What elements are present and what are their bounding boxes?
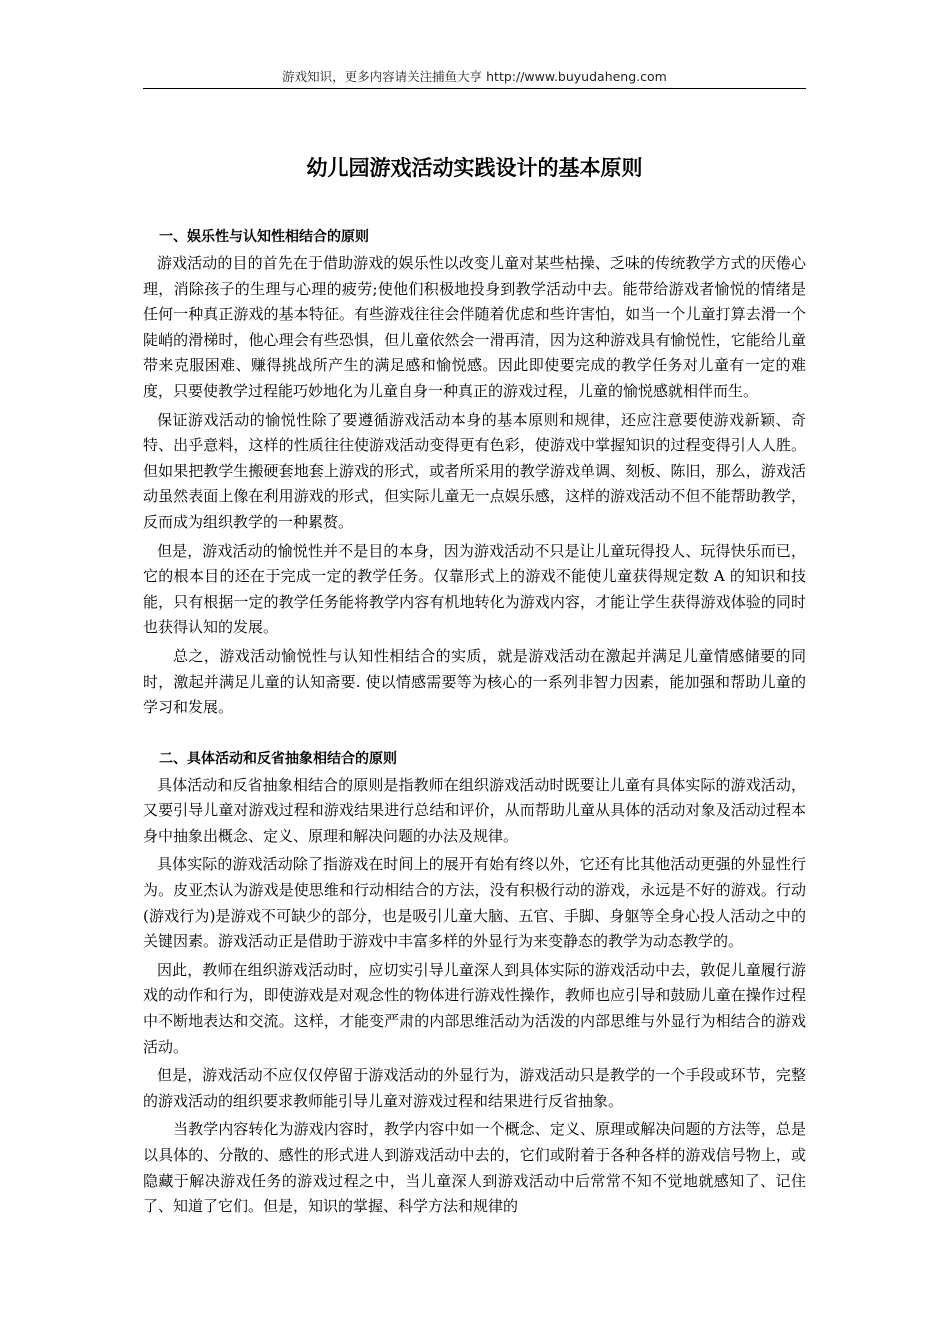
paragraph: 因此，教师在组织游戏活动时，应切实引导儿童深人到具体实际的游戏活动中去，敦促儿童履行游戏的动作和行为，即使游戏是对观念性的物体进行游戏性操作，教师也应引导和鼓励儿童在操作过程中不断地表达和交流。这样，才能变严肃的内部思维活动为活泼的内部思维与外显行为相结合的游戏活动。: [143, 960, 806, 1056]
paragraph: 但是，游戏活动的愉悦性并不是目的本身，因为游戏活动不只是让儿童玩得投人、玩得快乐而已，它的根本目的还在于完成一定的教学任务。仅靠形式上的游戏不能使儿童获得规定数 A 的知识和技能，只有根据一定的教学任务能将教学内容有机地转化为游戏内容，才能让学生获得游戏体验的同时也获得认知的发展。: [143, 541, 806, 637]
paragraph: 具体实际的游戏活动除了指游戏在时间上的展开有始有终以外，它还有比其他活动更强的外显性行为。皮亚杰认为游戏是使思维和行动相结合的方法，没有积极行动的游戏，永远是不好的游戏。行动(游戏行为)是游戏不可缺少的部分，也是吸引儿童大脑、五官、手脚、身躯等全身心投人活动之中的关键因素。游戏活动正是借助于游戏中丰富多样的外显行为来变静态的教学为动态教学的。: [143, 855, 806, 951]
paragraph: 具体活动和反省抽象相结合的原则是指教师在组织游戏活动时既要让儿童有具体实际的游戏活动，又要引导儿童对游戏过程和游戏结果进行总结和评价，从而帮助儿童从具体的活动对象及活动过程本身中抽象出概念、定义、原理和解决问题的办法及规律。: [143, 775, 806, 845]
paragraph: 游戏活动的目的首先在于借助游戏的娱乐性以改变儿童对某些枯操、乏味的传统教学方式的厌倦心理，消除孩子的生理与心理的疲劳;使他们积极地投身到教学活动中去。能带给游戏者愉悦的情绪是任何一种真正游戏的基本特征。有些游戏往往会伴随着优虑和些许害怕，如当一个儿童打算去滑一个陡峭的滑梯时，他心理会有些恐惧，但儿童依然会一滑再清，因为这种游戏具有愉悦性，它能给儿童带来克服困难、赚得挑战所产生的满足感和愉悦感。因此即使要完成的教学任务对儿童有一定的难度，只要使教学过程能巧妙地化为儿童自身一种真正的游戏过程，儿童的愉悦感就相伴而生。: [143, 254, 806, 400]
section-heading-1: 一、娱乐性与认知性相结合的原则: [159, 229, 369, 245]
document-body: [143, 225, 806, 1223]
paragraph: 但是，游戏活动不应仅仅停留于游戏活动的外显行为，游戏活动只是教学的一个手段或环节，完整的游戏活动的组织要求教师能引导儿童对游戏过程和结果进行反省抽象。: [143, 1066, 806, 1110]
paragraph: 保证游戏活动的愉悦性除了要遵循游戏活动本身的基本原则和规律，还应注意要使游戏新颖、奇特、出乎意料，这样的性质往往使游戏活动变得更有色彩，使游戏中掌握知识的过程变得引人人胜。但如果把教学生搬硬套地套上游戏的形式，或者所采用的教学游戏单调、刻板、陈旧，那么，游戏活动虽然表面上像在利用游戏的形式，但实际儿童无一点娱乐感，这样的游戏活动不但不能帮助教学，反而成为组织教学的一种累赘。: [143, 410, 806, 531]
paragraph: 总之，游戏活动愉悦性与认知性相结合的实质，就是游戏活动在激起并满足儿童情感储要的同时，激起并满足儿童的认知斋要. 使以情感需要等为核心的一系列非智力因素，能加强和帮助儿童的学习和发展。: [143, 646, 806, 717]
section-heading-2: 二、具体活动和反省抽象相结合的原则: [159, 750, 397, 767]
paragraph: 当教学内容转化为游戏内容时，教学内容中如一个概念、定义、原理或解决问题的方法等，总是以具体的、分散的、感性的形式进人到游戏活动中去的，它们或附着于各种各样的游戏信号物上，或隐藏于解决游戏任务的游戏过程之中，当儿童深人到游戏活动中后常常不知不觉地就感知了、记住了、知道了它们。但是，知识的掌握、科学方法和规律的: [143, 1120, 806, 1216]
document-title: 幼儿园游戏活动实践设计的基本原则: [306, 156, 643, 180]
page-header: 游戏知识，更多内容请关注捕鱼大亨 http://www.buyudaheng.com: [143, 66, 806, 89]
